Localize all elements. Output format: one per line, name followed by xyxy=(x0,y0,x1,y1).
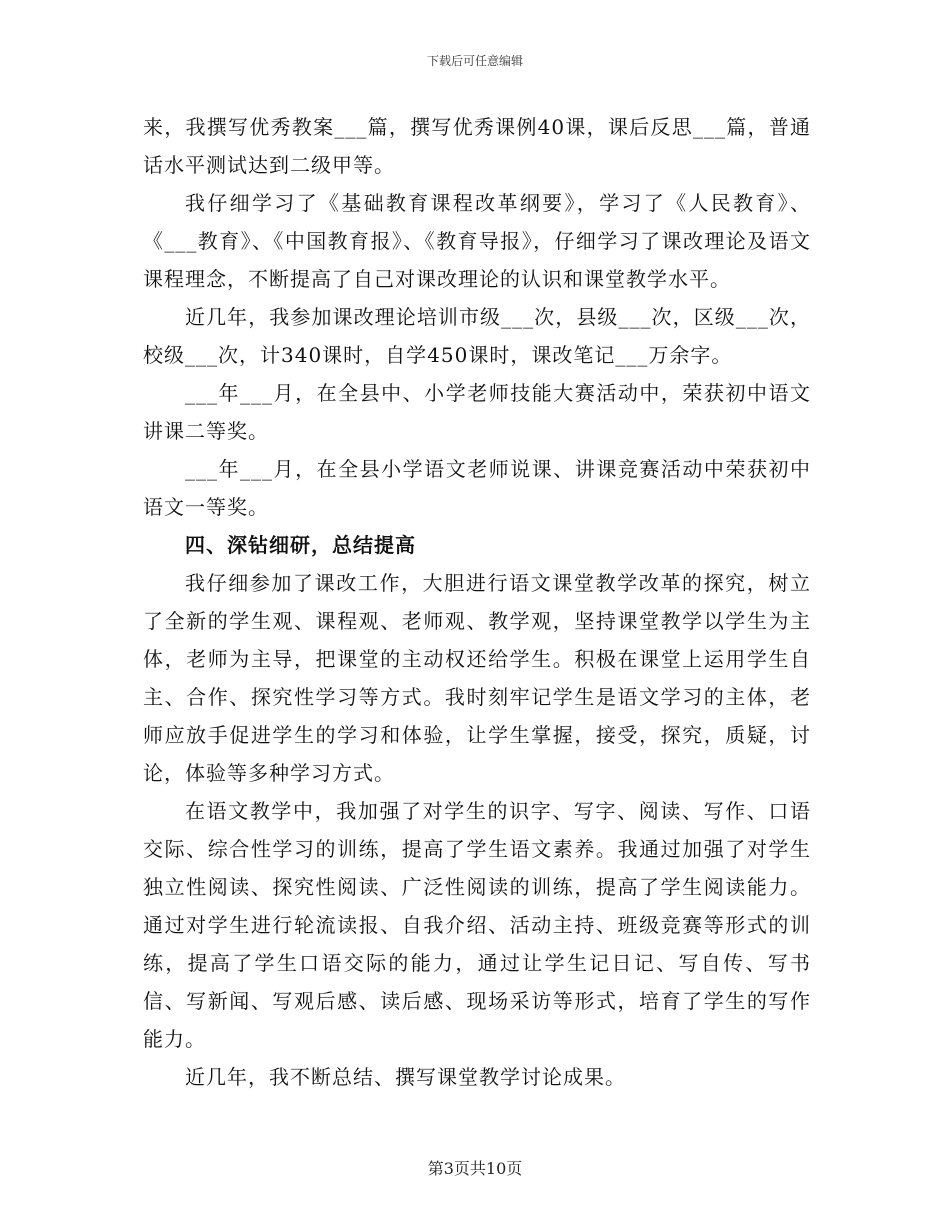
page-footer: 第3页共10页 xyxy=(427,1159,523,1178)
paragraph-teaching: 在语文教学中，我加强了对学生的识字、写字、阅读、写作、口语交际、综合性学习的训练，提高了学生语文素养。我通过加强了对学生独立性阅读、探究性阅读、广泛性阅读的训练，提高了学生阅读能力。通过对学生进行轮流读报、自我介绍、活动主持、班级竞赛等形式的训练，提高了学生口语交际的能力，通过让学生记日记、写自传、写书信、写新闻、写观后感、读后感、现场采访等形式，培育了学生的写作能力。 xyxy=(143,799,811,1051)
section-heading: 四、深钻细研，总结提高 xyxy=(185,533,416,557)
paragraph-award-1: ___年___月，在全县中、小学老师技能大赛活动中，荣获初中语文讲课二等奖。 xyxy=(143,381,811,443)
paragraph-reform: 我仔细参加了课改工作，大胆进行语文课堂教学改革的探究，树立了全新的学生观、课程观、老师观、教学观，坚持课堂教学以学生为主体，老师为主导，把课堂的主动权还给学生。积极在课堂上运用学生自主、合作、探究性学习等方式。我时刻牢记学生是语文学习的主体，老师应放手促进学生的学习和体验，让学生掌握，接受，探究，质疑，讨论，体验等多种学习方式。 xyxy=(143,571,811,785)
paragraph-summary: 近几年，我不断总结、撰写课堂教学讨论成果。 xyxy=(185,1065,626,1089)
document-body xyxy=(143,108,811,1096)
page-header: 下载后可任意编辑 xyxy=(426,54,523,68)
paragraph-continuation: 来，我撰写优秀教案___篇，撰写优秀课例40课，课后反思___篇，普通话水平测试达到二级甲等。 xyxy=(143,115,811,177)
paragraph-study: 我仔细学习了《基础教育课程改革纲要》，学习了《人民教育》、《___教育》、《中国教育报》、《教育导报》，仔细学习了课改理论及语文课程理念，不断提高了自己对课改理论的认识和课堂教学水平。 xyxy=(143,191,811,291)
paragraph-award-2: ___年___月，在全县小学语文老师说课、讲课竞赛活动中荣获初中语文一等奖。 xyxy=(143,457,811,519)
paragraph-training: 近几年，我参加课改理论培训市级___次，县级___次，区级___次，校级___次，计340课时，自学450课时，课改笔记___万余字。 xyxy=(143,305,811,367)
